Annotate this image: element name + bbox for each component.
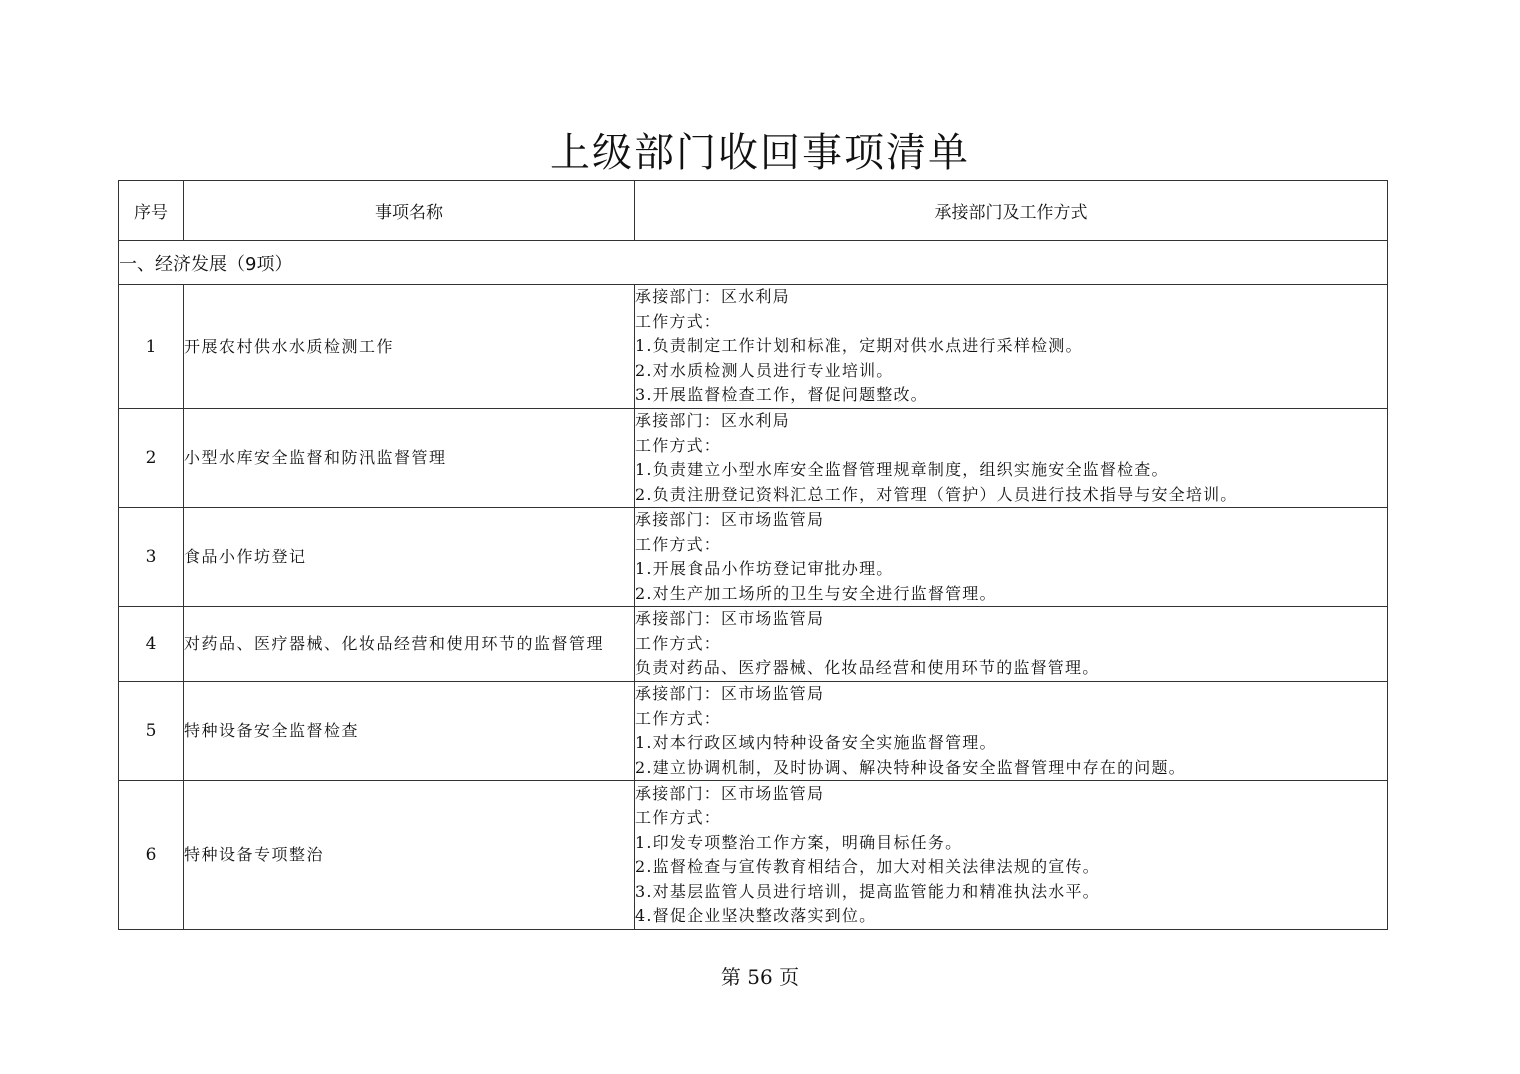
matters-table — [118, 180, 1388, 930]
table-row — [119, 508, 1388, 607]
detail-line: 承接部门：区市场监管局 — [635, 684, 825, 703]
row-item-name: 特种设备专项整治 — [184, 781, 635, 930]
row-handling-details — [635, 508, 1388, 607]
detail-line: 2.建立协调机制，及时协调、解决特种设备安全监督管理中存在的问题。 — [635, 757, 1186, 777]
detail-line: 承接部门：区水利局 — [635, 411, 790, 430]
detail-line: 承接部门：区市场监管局 — [635, 783, 825, 803]
detail-line: 负责对药品、医疗器械、化妆品经营和使用环节的监督管理。 — [635, 658, 1100, 678]
table-row — [119, 285, 1388, 409]
detail-line: 4.督促企业坚决整改落实到位。 — [635, 906, 877, 925]
row-index: 2 — [119, 409, 184, 508]
table-row — [119, 682, 1388, 781]
row-item-name: 对药品、医疗器械、化妆品经营和使用环节的监督管理 — [184, 607, 635, 682]
row-item-name: 食品小作坊登记 — [184, 508, 635, 607]
detail-line: 工作方式： — [635, 534, 722, 554]
detail-line: 工作方式： — [635, 311, 722, 331]
header-name: 事项名称 — [184, 181, 635, 241]
table-row — [119, 781, 1388, 930]
row-index: 3 — [119, 508, 184, 607]
section-row — [119, 241, 1388, 285]
detail-line: 3.开展监督检查工作，督促问题整改。 — [635, 385, 928, 405]
detail-line: 工作方式： — [635, 633, 722, 653]
detail-line: 工作方式： — [635, 808, 722, 827]
detail-line: 3.对基层监管人员进行培训，提高监管能力和精准执法水平。 — [635, 881, 1100, 901]
row-handling-details — [635, 607, 1388, 682]
table-row — [119, 409, 1388, 508]
detail-line: 1.对本行政区域内特种设备安全实施监督管理。 — [635, 733, 997, 752]
row-item-name: 小型水库安全监督和防汛监督管理 — [184, 409, 635, 508]
table-row — [119, 607, 1388, 682]
detail-line: 工作方式： — [635, 708, 722, 728]
detail-line: 承接部门：区市场监管局 — [635, 510, 825, 529]
page-number: 第 56 页 — [720, 965, 800, 989]
detail-line: 1.印发专项整治工作方案，明确目标任务。 — [635, 832, 963, 852]
detail-line: 1.负责建立小型水库安全监督管理规章制度，组织实施安全监督检查。 — [635, 460, 1169, 479]
table-header-row — [119, 181, 1388, 241]
row-handling-details — [635, 409, 1388, 508]
row-item-name: 特种设备安全监督检查 — [184, 682, 635, 781]
document-title: 上级部门收回事项清单 — [550, 130, 970, 176]
row-index: 5 — [119, 682, 184, 781]
row-handling-details — [635, 781, 1388, 930]
header-index: 序号 — [119, 181, 184, 241]
detail-line: 工作方式： — [635, 435, 722, 455]
detail-line: 2.监督检查与宣传教育相结合，加大对相关法律法规的宣传。 — [635, 857, 1100, 876]
row-handling-details — [635, 682, 1388, 781]
detail-line: 2.对生产加工场所的卫生与安全进行监督管理。 — [635, 583, 997, 603]
detail-line: 承接部门：区市场监管局 — [635, 609, 825, 629]
row-index: 4 — [119, 607, 184, 682]
section-label: 一、经济发展（9项） — [119, 241, 1388, 285]
row-handling-details — [635, 285, 1388, 409]
detail-line: 2.负责注册登记资料汇总工作，对管理（管护）人员进行技术指导与安全培训。 — [635, 484, 1238, 504]
detail-line: 承接部门：区水利局 — [635, 287, 790, 307]
row-index: 1 — [119, 285, 184, 409]
detail-line: 1.负责制定工作计划和标准，定期对供水点进行采样检测。 — [635, 336, 1083, 356]
row-index: 6 — [119, 781, 184, 930]
row-item-name: 开展农村供水水质检测工作 — [184, 285, 635, 409]
detail-line: 2.对水质检测人员进行专业培训。 — [635, 360, 894, 380]
detail-line: 1.开展食品小作坊登记审批办理。 — [635, 559, 894, 578]
header-handling: 承接部门及工作方式 — [635, 181, 1388, 241]
